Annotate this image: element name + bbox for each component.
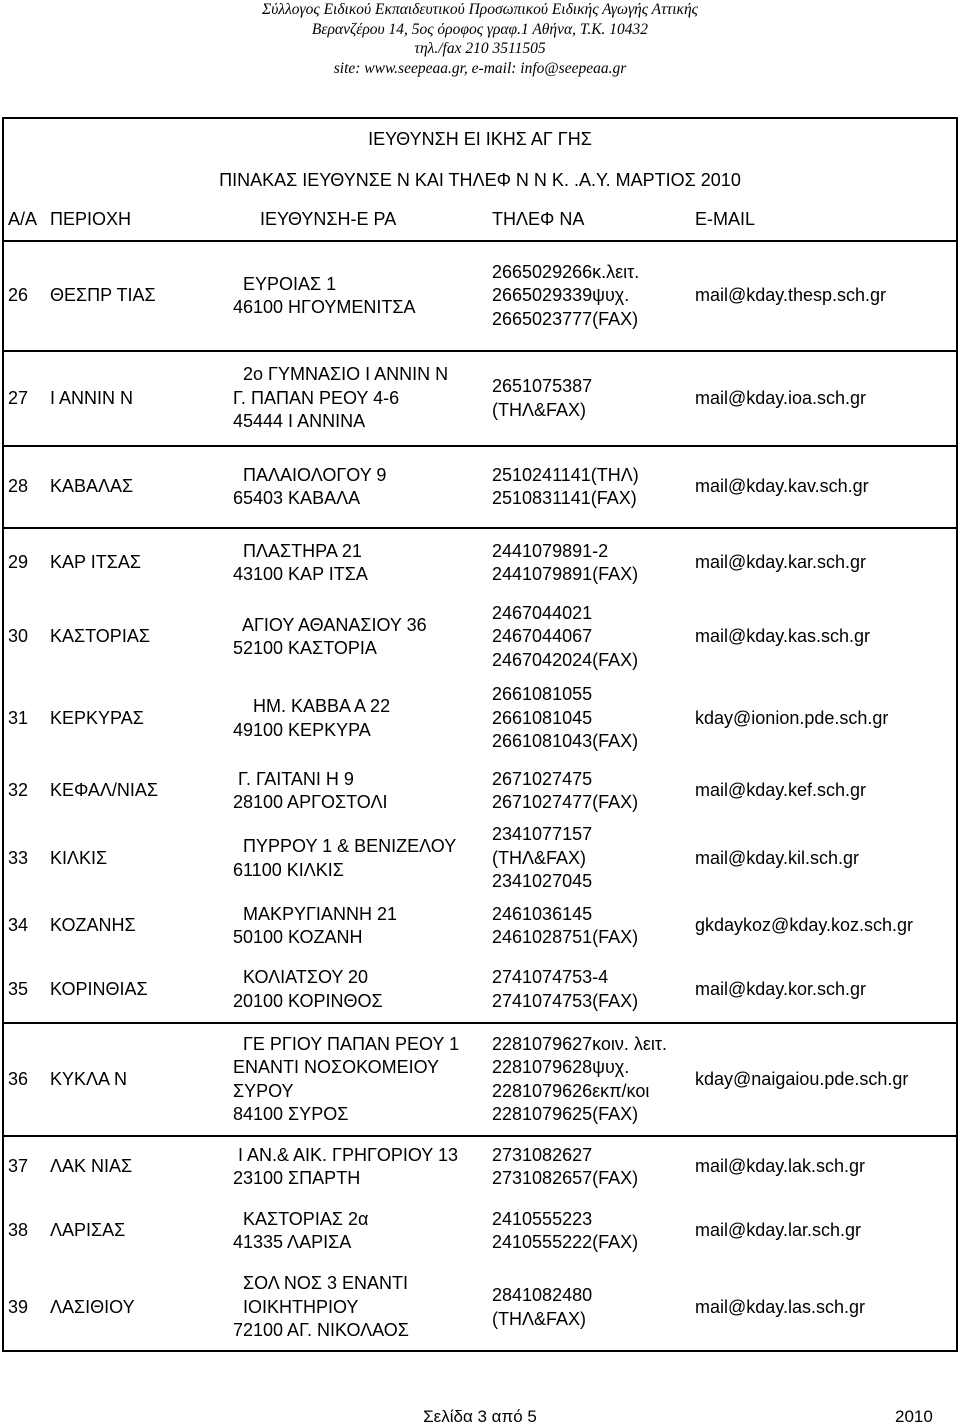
number-cell [8,1024,28,1135]
address-cell [233,242,416,350]
phone-line: 2841082480 [492,1285,593,1305]
phone-line: 2441079891-2 [492,540,609,561]
row-number: 35 [8,978,29,999]
address-cell [233,1137,458,1197]
phone-line: 2741074753(FAX) [492,990,639,1011]
phone-line: 2281079627κοιν. λειτ. [492,1033,668,1054]
phone-line: 2671027477(FAX) [492,792,639,812]
address-cell [233,677,390,760]
page-footer [0,1408,960,1426]
row-number: 36 [8,1068,29,1089]
address-line: ΕΥΡΟΙΑΣ 1 [233,273,337,294]
phone-line: (ΤΗΛ&FAX) [492,1308,587,1329]
table-row [4,1197,956,1265]
phones-cell [492,597,638,677]
number-cell [8,1197,28,1265]
number-cell [8,822,28,895]
phone-line: 2510831141(FAX) [492,488,637,508]
phone-line: 2741074753-4 [492,967,609,987]
email-cell [695,597,870,677]
phone-line: 2467044067 [492,626,593,647]
address-cell [233,352,448,445]
address-line: 28100 ΑΡΓΟΣΤΟΛΙ [233,792,388,812]
phone-line: 2467042024(FAX) [492,649,639,670]
table-row [4,597,956,677]
email-cell [695,1265,865,1350]
address-line: 52100 ΚΑΣΤΟΡΙΑ [233,638,377,658]
email-cell [695,677,888,760]
phone-line: 2731082627 [492,1144,593,1165]
number-cell [8,760,28,822]
number-cell [8,447,28,527]
row-number: 32 [8,780,29,801]
email-address: mail@kday.las.sch.gr [695,1296,865,1317]
association-phone: τηλ./fax 210 3511505 [414,40,546,57]
email-cell [695,242,886,350]
number-cell [8,895,28,957]
table-row [4,895,956,957]
region-name: ΚΕΡΚΥΡΑΣ [50,707,144,728]
phone-line: 2510241141(ΤΗΛ) [492,464,639,485]
phone-line: (ΤΗΛ&FAX) [492,399,587,420]
table-title-row [4,119,956,160]
email-cell [695,1197,861,1265]
email-address: mail@kday.kef.sch.gr [695,780,866,801]
address-line: ΑΓΙΟΥ ΑΘΑΝΑΣΙΟΥ 36 [233,614,427,635]
table-row [4,527,956,597]
table-row [4,1022,956,1135]
row-number: 28 [8,476,29,497]
region-cell [50,597,150,677]
phone-line: 2731082657(FAX) [492,1168,639,1188]
region-cell [50,1024,127,1135]
phone-line: (ΤΗΛ&FAX) [492,847,587,868]
address-line: ΚΟΛΙΑΤΣΟΥ 20 [233,967,369,987]
address-line: 23100 ΣΠΑΡΤΗ [233,1168,361,1188]
email-address: mail@kday.ioa.sch.gr [695,387,866,408]
phone-line: 2665029339ψυχ. [492,285,630,306]
region-name: ΚΑΒΑΛΑΣ [50,476,134,497]
number-cell [8,677,28,760]
address-line: 45444 Ι ΑΝΝΙΝΑ [233,411,366,432]
region-cell [50,242,156,350]
phone-line: 2441079891(FAX) [492,564,639,584]
table-title: ΙΕΥΘΥΝΣΗ ΕΙ ΙΚΗΣ ΑΓ ΓΗΣ [368,129,592,149]
email-address: mail@kday.lak.sch.gr [695,1156,865,1177]
address-cell [233,529,368,597]
column-header-number: Α/Α [8,209,38,230]
address-line: 20100 ΚΟΡΙΝΘΟΣ [233,990,383,1011]
region-cell [50,895,136,957]
table-row [4,957,956,1022]
email-address: gkdaykoz@kday.koz.sch.gr [695,915,914,936]
column-header-email: E-MAIL [695,209,756,230]
phones-cell [492,1024,667,1135]
table-row [4,1265,956,1350]
address-cell [233,1024,459,1135]
email-cell [695,895,913,957]
region-name: ΛΑΡΙΣΑΣ [50,1220,126,1241]
address-line: ΗΜ. ΚΑΒΒΑ Α 22 [233,696,391,716]
row-number: 30 [8,626,29,647]
table-subtitle: ΠΙΝΑΚΑΣ ΙΕΥΘΥΝΣΕ Ν ΚΑΙ ΤΗΛΕΦ Ν Ν Κ. .Α.Υ. ΜΑΡΤΙΟΣ 2010 [219,169,741,190]
table-row [4,240,956,350]
email-cell [695,822,859,895]
row-number: 34 [8,915,29,936]
email-address: mail@kday.kas.sch.gr [695,626,870,647]
region-name: Ι ΑΝΝΙΝ Ν [50,387,134,408]
region-cell [50,957,148,1022]
footer-year: 2010 [895,1407,933,1426]
table-row [4,760,956,822]
region-cell [50,1265,135,1350]
number-cell [8,1265,28,1350]
phone-line: 2281079628ψυχ. [492,1057,630,1077]
phones-cell [492,1137,638,1197]
address-line: ΓΕ ΡΓΙΟΥ ΠΑΠΑΝ ΡΕΟΥ 1 [233,1033,460,1054]
number-cell [8,1137,28,1197]
region-cell [50,1137,132,1197]
directory-table [2,117,958,1352]
table-row [4,1135,956,1197]
region-name: ΛΑΣΙΘΙΟΥ [50,1296,135,1317]
table-row [4,822,956,895]
address-line: ΚΑΣΤΟΡΙΑΣ 2α [233,1208,369,1229]
row-number: 31 [8,707,29,728]
phones-cell [492,677,638,760]
phone-line: 2467044021 [492,602,593,623]
region-name: ΚΟΡΙΝΘΙΑΣ [50,978,148,999]
email-address: mail@kday.kar.sch.gr [695,552,866,573]
address-cell [233,1197,368,1265]
association-contact: site: www.seepeaa.gr, e-mail: info@seepeaa.gr [333,59,627,77]
address-line: ΣΥΡΟΥ [233,1080,294,1101]
row-number: 37 [8,1156,29,1177]
row-number: 26 [8,285,29,306]
region-cell [50,760,158,822]
address-line: 61100 ΚΙΛΚΙΣ [233,859,344,880]
region-name: ΛΑΚ ΝΙΑΣ [50,1156,133,1177]
address-cell [233,760,388,822]
email-cell [695,957,866,1022]
phone-line: 2281079626εκπ/κοι [492,1080,650,1101]
email-address: mail@kday.kav.sch.gr [695,476,869,497]
page-number: Σελίδα 3 από 5 [423,1407,537,1426]
phones-cell [492,352,592,445]
region-name: ΚΙΛΚΙΣ [50,847,108,868]
region-cell [50,447,133,527]
letterhead [0,0,960,78]
address-line: 49100 ΚΕΡΚΥΡΑ [233,719,371,740]
phone-line: 2410555222(FAX) [492,1232,639,1252]
row-number: 39 [8,1296,29,1317]
phone-line: 2651075387 [492,376,593,396]
phone-line: 2461036145 [492,903,593,924]
address-line: 50100 ΚΟΖΑΝΗ [233,927,363,947]
phone-line: 2341027045 [492,871,593,892]
association-name: Σύλλογος Ειδικού Εκπαιδευτικού Προσωπικού Ειδικής Αγωγής Αττικής [262,1,698,18]
email-cell [695,447,869,527]
address-line: 65403 ΚΑΒΑΛΑ [233,488,361,508]
address-cell [233,957,383,1022]
address-line: ΠΥΡΡΟΥ 1 & ΒΕΝΙΖΕΛΟΥ [233,836,457,856]
row-number: 27 [8,387,29,408]
region-cell [50,529,141,597]
column-header-region: ΠΕΡΙΟΧΗ [50,209,132,230]
address-cell [233,597,427,677]
address-line: 84100 ΣΥΡΟΣ [233,1104,349,1124]
address-line: 43100 ΚΑΡ ΙΤΣΑ [233,564,368,584]
number-cell [8,529,28,597]
column-header-address: ΙΕΥΘΥΝΣΗ-Ε ΡΑ [260,209,397,230]
phones-cell [492,1197,638,1265]
region-name: ΚΟΖΑΝΗΣ [50,915,136,936]
phones-cell [492,957,638,1022]
email-address: mail@kday.kor.sch.gr [695,978,866,999]
email-cell [695,1024,908,1135]
row-number: 38 [8,1220,29,1241]
association-address: Βερανζέρου 14, 5ος όροφος γραφ.1 Αθήνα, Τ.Κ. 10432 [311,20,649,38]
address-cell [233,1265,409,1350]
phone-line: 2665023777(FAX) [492,308,639,329]
email-cell [695,760,866,822]
address-cell [233,447,386,527]
region-name: ΚΥΚΛΑ Ν [50,1068,128,1089]
email-address: mail@kday.lar.sch.gr [695,1220,861,1241]
email-cell [695,529,866,597]
phones-cell [492,1265,592,1350]
region-name: ΚΕΦΑΛ/ΝΙΑΣ [50,780,159,801]
region-name: ΚΑΣΤΟΡΙΑΣ [50,626,150,647]
address-line: ΠΛΑΣΤΗΡΑ 21 [233,540,362,561]
address-line: 41335 ΛΑΡΙΣΑ [233,1232,352,1252]
address-line: Ι ΑΝ.& ΑΙΚ. ΓΡΗΓΟΡΙΟΥ 13 [233,1144,459,1165]
region-cell [50,1197,125,1265]
phones-cell [492,242,639,350]
address-line: 2ο ΓΥΜΝΑΣΙΟ Ι ΑΝΝΙΝ Ν [233,364,449,385]
table-subtitle-row [4,160,956,200]
address-line: 46100 ΗΓΟΥΜΕΝΙΤΣΑ [233,297,416,317]
table-row [4,445,956,527]
address-cell [233,895,397,957]
number-cell [8,597,28,677]
email-address: kday@ionion.pde.sch.gr [695,707,889,728]
number-cell [8,352,28,445]
column-header-phones: ΤΗΛΕΦ ΝΑ [492,209,585,230]
region-name: ΚΑΡ ΙΤΣΑΣ [50,552,141,573]
email-address: mail@kday.kil.sch.gr [695,847,859,868]
phone-line: 2281079625(FAX) [492,1104,639,1124]
phones-cell [492,447,639,527]
address-line: ΕΝΑΝΤΙ ΝΟΣΟΚΟΜΕΙΟΥ [233,1057,440,1077]
phone-line: 2461028751(FAX) [492,927,639,947]
phones-cell [492,760,638,822]
address-line: Γ. ΠΑΠΑΝ ΡΕΟΥ 4-6 [233,387,400,408]
address-cell [233,822,456,895]
phones-cell [492,895,638,957]
address-line: ΣΟΛ ΝΟΣ 3 ΕΝΑΝΤΙ [233,1273,408,1294]
table-row [4,677,956,760]
email-cell [695,1137,865,1197]
table-body [4,240,956,1350]
phone-line: 2661081055 [492,684,593,705]
address-line: 72100 ΑΓ. ΝΙΚΟΛΑΟΣ [233,1320,409,1341]
address-line: ΜΑΚΡΥΓΙΑΝΝΗ 21 [233,903,397,924]
address-line: Γ. ΓΑΙΤΑΝΙ Η 9 [233,768,354,789]
address-line: ΙΟΙΚΗΤΗΡΙΟΥ [233,1296,359,1317]
region-cell [50,677,144,760]
row-number: 33 [8,847,29,868]
column-header-row [4,200,956,240]
phone-line: 2665029266κ.λειτ. [492,261,640,282]
email-cell [695,352,866,445]
address-line: ΠΑΛΑΙΟΛΟΓΟΥ 9 [233,464,387,485]
region-cell [50,352,133,445]
row-number: 29 [8,552,29,573]
table-row [4,350,956,445]
phone-line: 2671027475 [492,768,593,789]
phone-line: 2341077157 [492,824,593,845]
region-cell [50,822,107,895]
phone-line: 2410555223 [492,1208,593,1229]
region-name: ΘΕΣΠΡ ΤΙΑΣ [50,285,156,306]
phone-line: 2661081043(FAX) [492,731,639,752]
number-cell [8,957,28,1022]
number-cell [8,242,28,350]
phones-cell [492,822,592,895]
phone-line: 2661081045 [492,707,593,728]
email-address: mail@kday.thesp.sch.gr [695,285,887,306]
email-address: kday@naigaiou.pde.sch.gr [695,1068,909,1089]
phones-cell [492,529,638,597]
